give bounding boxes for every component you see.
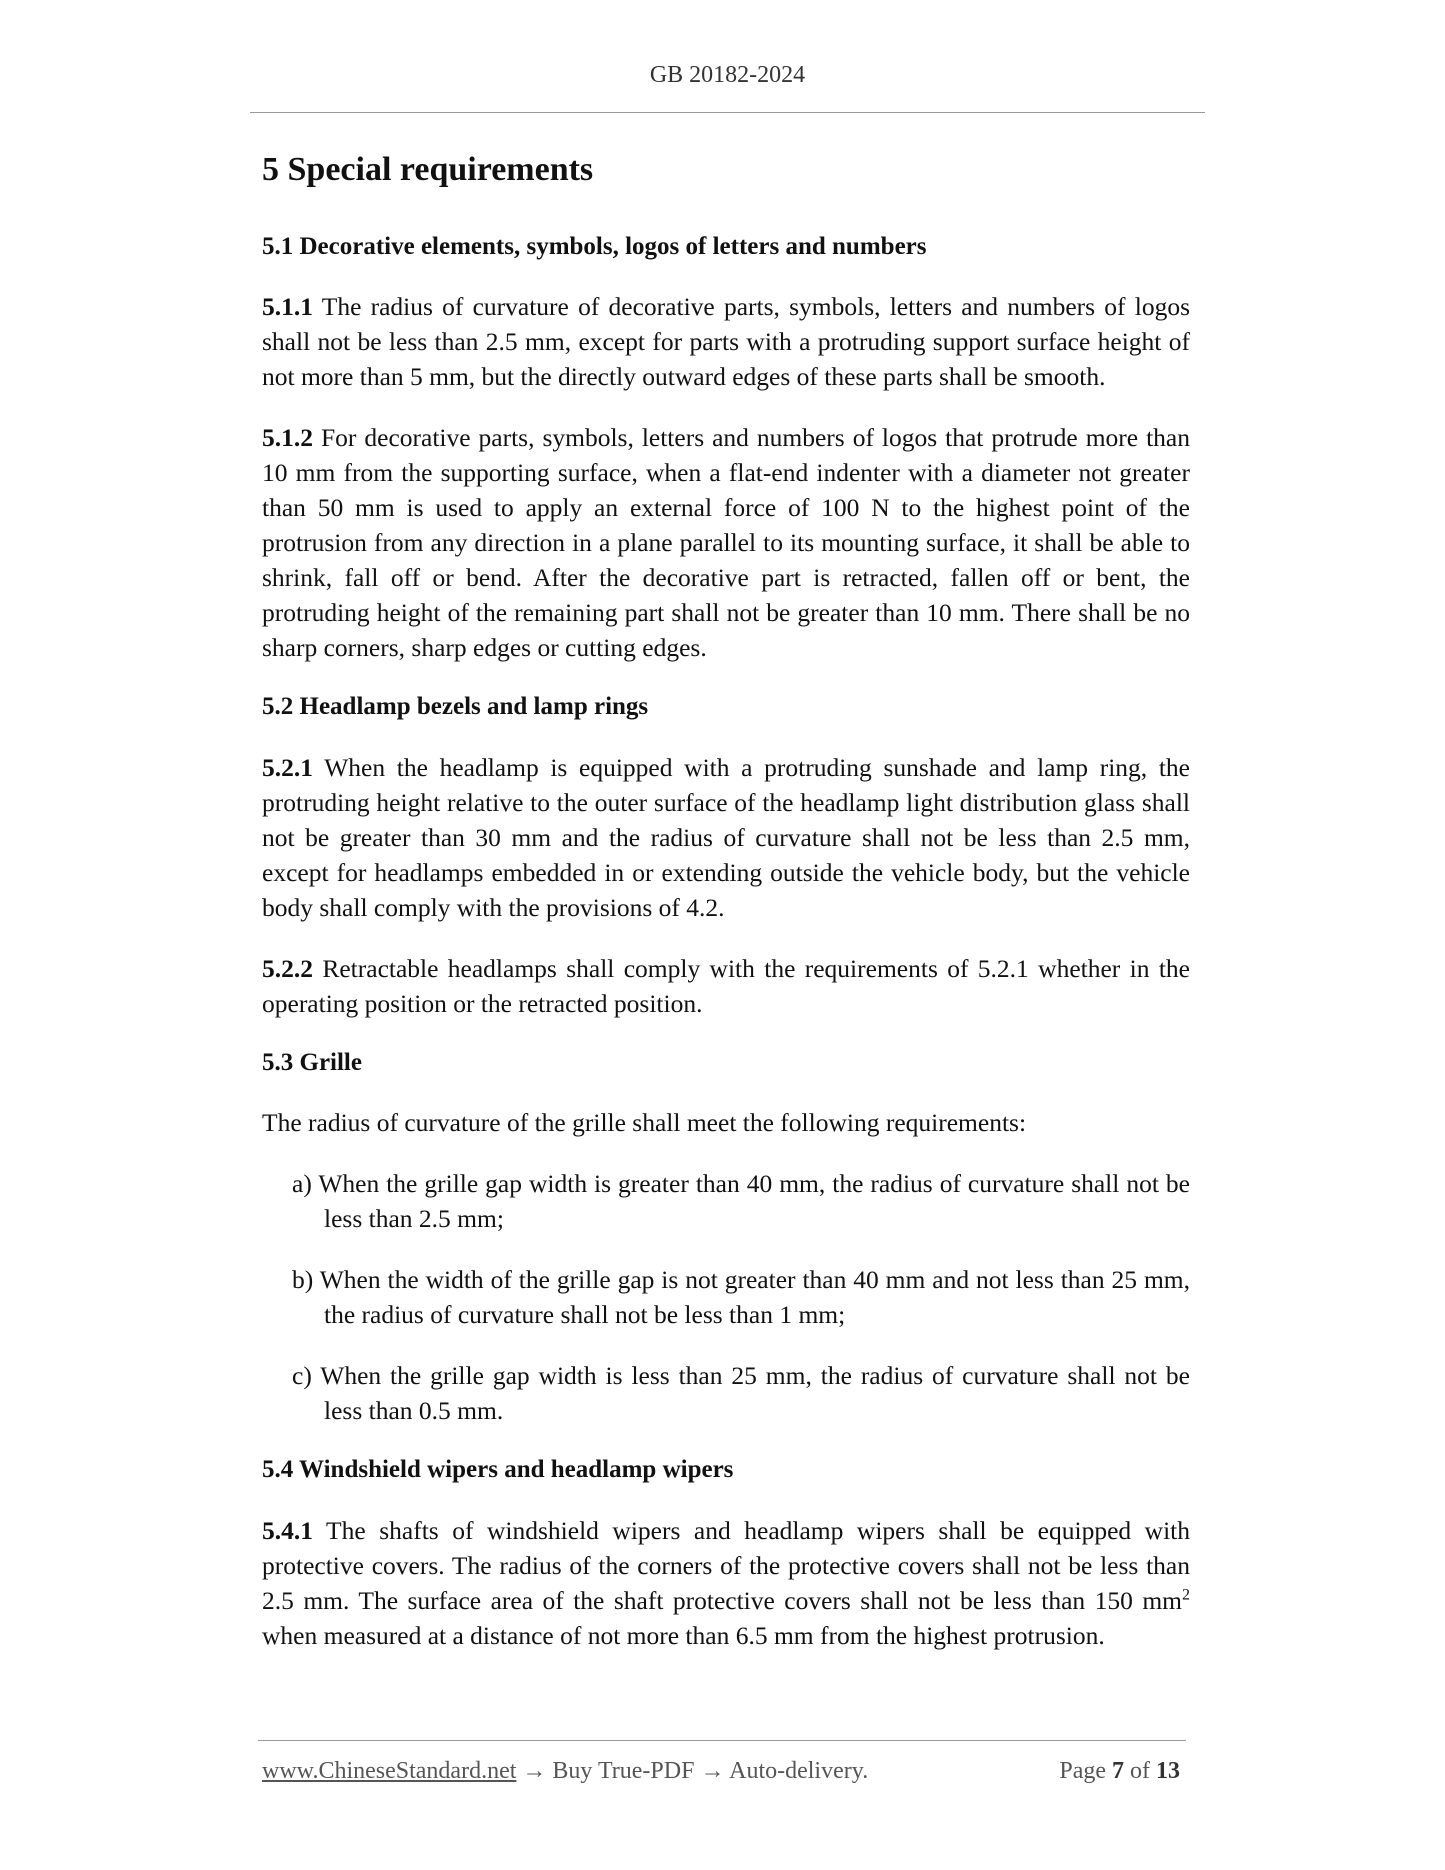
page-footer (262, 1758, 1180, 1785)
clause-5-1-2 (262, 420, 1190, 665)
header-divider (250, 112, 1205, 113)
section-5-3-heading: 5.3 Grille (262, 1048, 362, 1076)
page-body (262, 150, 1190, 1679)
promo-text: → Buy True-PDF → Auto-delivery. (516, 1758, 869, 1784)
clause-number: 5.2.1 (262, 752, 313, 782)
list-item: c) When the grille gap width is less than 25 mm, the radius of curvature shall not be less than 0.5 mm. (292, 1361, 1190, 1426)
clause-text: For decorative parts, symbols, letters and numbers of logos that protrude more than 10 mm from the supporting surface, when a flat-end indenter with a diameter not greater than 50 mm is used to apply an external force of 100 N to the highest point of the protrusion from any direction in a plane parallel to its mounting surface, it shall be able to shrink, fall off or bend. After the decorative part is retracted, fallen off or bent, the protruding height of the remaining part shall not be greater than 10 mm. There shall be no sharp corners, sharp edges or cutting edges. (262, 423, 1190, 663)
page-current: 7 (1112, 1758, 1124, 1784)
clause-5-2-2 (262, 951, 1190, 1021)
clause-5-2-1 (262, 750, 1190, 925)
clause-number: 5.2.2 (262, 953, 313, 983)
clause-5-4-1 (262, 1513, 1190, 1653)
clause-text: The radius of curvature of decorative parts, symbols, letters and numbers of logos shall not be less than 2.5 mm, except for parts with a protruding support surface height of not more than 5 mm, but the directly outward edges of these parts shall be smooth. (262, 292, 1190, 392)
clause-text: When the headlamp is equipped with a protruding sunshade and lamp ring, the protruding height relative to the outer surface of the headlamp light distribution glass shall not be greater than 30 mm and the radius of curvature shall not be less than 2.5 mm, except for headlamps embedded in or extending outside the vehicle body, but the vehicle body shall comply with the provisions of 4.2. (262, 752, 1190, 922)
page-label: Page (1059, 1758, 1112, 1784)
clause-text: Retractable headlamps shall comply with the requirements of 5.2.1 whether in the operating position or the retracted position. (262, 953, 1190, 1018)
list-item: a) When the grille gap width is greater than 40 mm, the radius of curvature shall not be less than 2.5 mm; (292, 1169, 1190, 1234)
section-5-title: 5 Special requirements (262, 151, 594, 188)
clause-number: 5.1.2 (262, 423, 313, 453)
section-5-4-heading: 5.4 Windshield wipers and headlamp wipers (262, 1456, 734, 1484)
section-5-1-heading: 5.1 Decorative elements, symbols, logos of letters and numbers (262, 232, 927, 260)
clause-text-continued: when measured at a distance of not more than 6.5 mm from the highest protrusion. (262, 1620, 1105, 1650)
section-5-2-heading: 5.2 Headlamp bezels and lamp rings (262, 693, 649, 721)
document-id-header: GB 20182-2024 (649, 62, 806, 88)
superscript-exponent: 2 (1182, 1586, 1190, 1604)
footer-promo (262, 1758, 868, 1784)
clause-5-1-1 (262, 289, 1190, 394)
page-total: 13 (1156, 1758, 1180, 1784)
chinese-standard-link[interactable]: www.ChineseStandard.net (262, 1758, 517, 1784)
of-label: of (1124, 1758, 1156, 1784)
list-item: b) When the width of the grille gap is not greater than 40 mm and not less than 25 mm, the radius of curvature shall not be less than 1 mm; (292, 1265, 1190, 1330)
grille-intro: The radius of curvature of the grille shall meet the following requirements: (262, 1108, 1027, 1138)
clause-number: 5.1.1 (262, 292, 313, 322)
footer-divider (258, 1740, 1186, 1741)
clause-text: The shafts of windshield wipers and headlamp wipers shall be equipped with protective covers. The radius of the corners of the protective covers shall not be less than 2.5 mm. The surface area of the shaft protective covers shall not be less than 150 mm (262, 1515, 1190, 1615)
clause-number: 5.4.1 (262, 1515, 313, 1545)
page-number (1059, 1758, 1180, 1785)
